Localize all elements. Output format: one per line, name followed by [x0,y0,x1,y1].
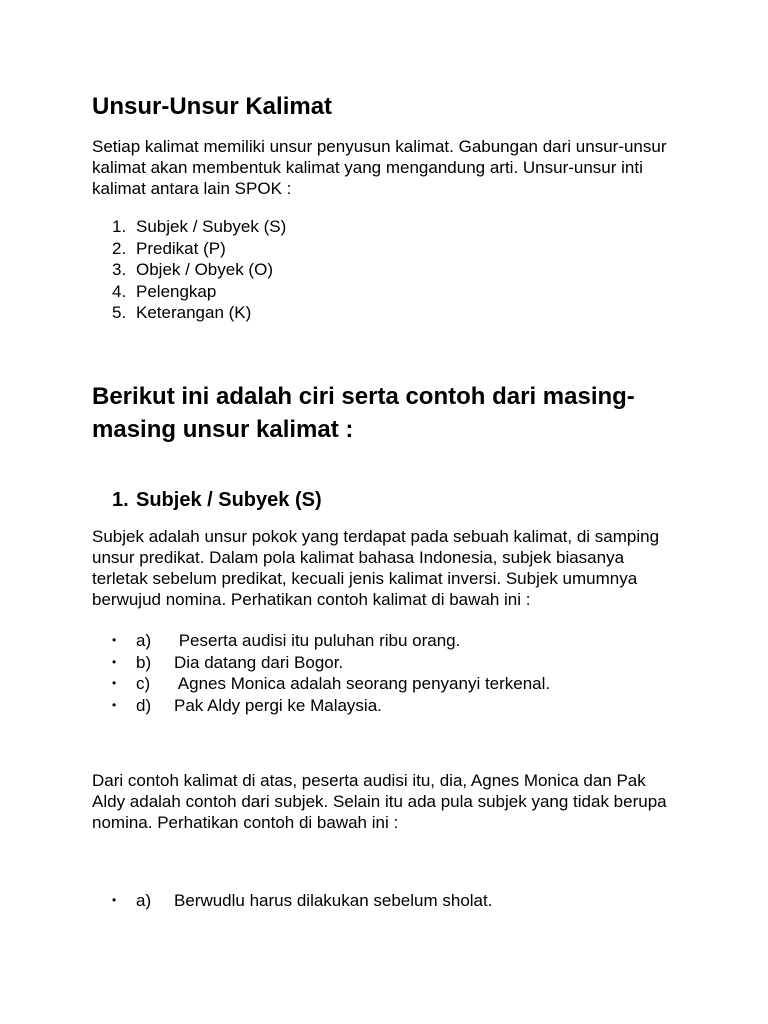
example-text: Agnes Monica adalah seorang penyanyi terkenal. [174,674,551,693]
examples-list-2 [112,890,492,912]
list-item-text: Predikat (P) [136,238,226,258]
list-item [112,259,286,281]
example-text: Dia datang dari Bogor. [174,652,344,672]
explanation-paragraph: Dari contoh kalimat di atas, peserta audisi itu, dia, Agnes Monica dan Pak Aldy adalah contoh dari subjek. Selain itu ada pula subjek yang tidak berupa nomina. Perhatikan contoh di bawah ini : [92,771,667,832]
list-item-text: Keterangan (K) [136,303,252,322]
list-item [112,216,286,238]
list-item [112,652,550,674]
list-item-text: Objek / Obyek (O) [136,260,273,279]
list-number: 5. [112,303,127,322]
list-item [112,630,550,652]
subheading-subjek [112,487,322,513]
list-number: 2. [112,238,127,258]
example-letter: d) [136,695,152,715]
list-item [112,281,286,303]
subjek-paragraph: Subjek adalah unsur pokok yang terdapat pada sebuah kalimat, di samping unsur predikat. Dalam pola kalimat bahasa Indonesia, subjek biasanya terletak sebelum predikat, kecuali jenis kalimat inversi. Subjek umumnya berwujud nomina. Perhatikan contoh kalimat di bawah ini : [92,527,660,609]
example-text: Berwudlu harus dilakukan sebelum sholat. [174,891,493,910]
list-item [112,673,550,695]
list-number: 3. [112,260,127,279]
spok-list [112,216,286,324]
list-number: 1. [112,217,127,236]
list-item-text: Pelengkap [136,281,217,301]
section-heading: Berikut ini adalah ciri serta contoh dari masing-masing unsur kalimat : [92,383,635,443]
bullet-icon: • [112,697,117,712]
examples-list [112,630,550,716]
subheading-number: 1. [112,489,129,511]
example-text: Pak Aldy pergi ke Malaysia. [174,695,382,715]
list-item [112,238,286,260]
example-letter: a) [136,891,152,910]
bullet-icon: • [112,893,117,907]
bullet-icon: • [112,676,117,690]
intro-paragraph: Setiap kalimat memiliki unsur penyusun kalimat. Gabungan dari unsur-unsur kalimat akan membentuk kalimat yang mengandung arti. Unsur-unsur inti kalimat antara lain SPOK : [92,137,667,198]
subheading-text: Subjek / Subyek (S) [136,489,322,511]
list-item [112,302,286,324]
bullet-icon: • [112,654,117,669]
list-item [112,890,492,912]
list-item-text: Subjek / Subyek (S) [136,217,287,236]
example-letter: b) [136,652,152,672]
example-letter: c) [136,674,151,693]
example-text: Peserta audisi itu puluhan ribu orang. [174,631,461,650]
page-title: Unsur-Unsur Kalimat [92,93,333,120]
example-letter: a) [136,631,152,650]
bullet-icon: • [112,633,117,647]
list-item [112,695,550,717]
list-number: 4. [112,281,127,301]
